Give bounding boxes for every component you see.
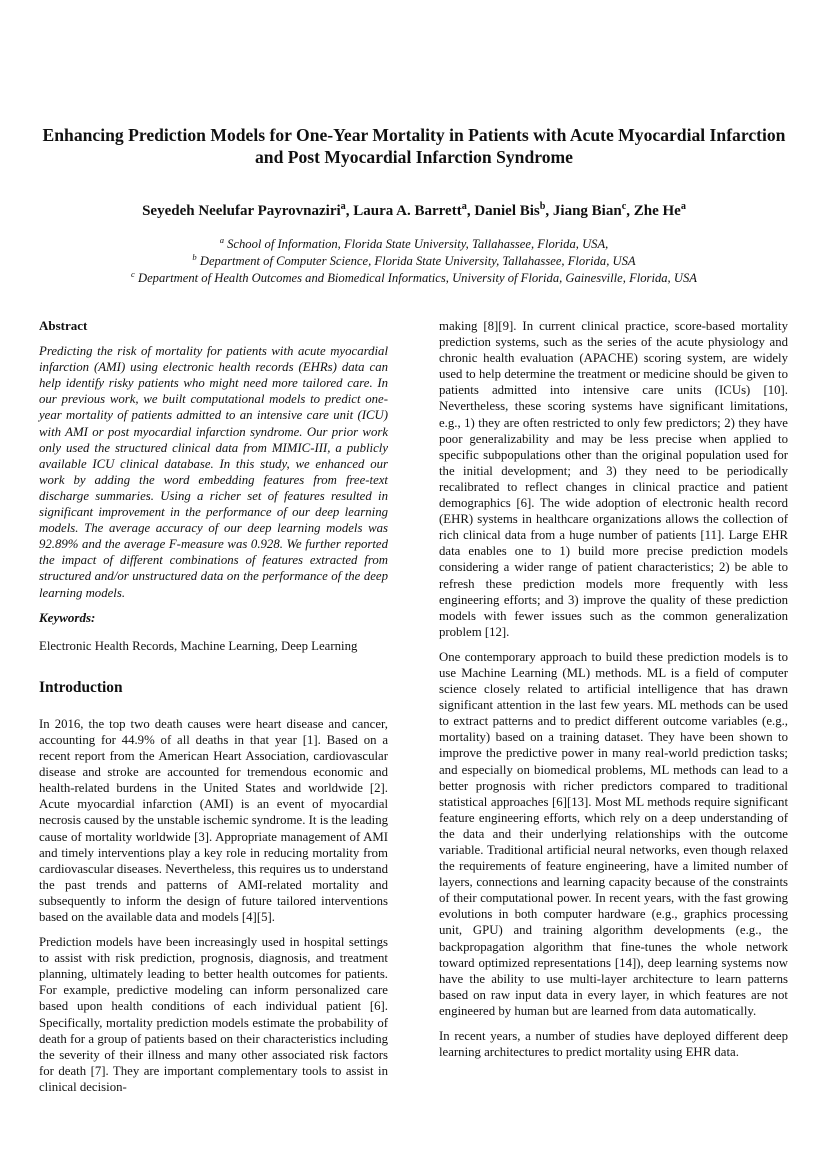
body-paragraph: In recent years, a number of studies have deployed different deep learning architectures to predict mortality using EHR data.: [439, 1029, 788, 1060]
abstract-text: Predicting the risk of mortality for patients with acute myocardial infarction (AMI) using electronic health records (EHRs) data can help identify risky patients who might need more tailored care. In our previous work, we built computational models to predict one-year mortality of patients admitted to an intensive care unit (ICU) with AMI or post myocardial infarction syndrome. Our prior work only used the structured clinical data from MIMIC-III, a publicly available ICU clinical database. In this study, we enhanced our work by adding the word embedding features from free-text discharge summaries. Using a richer set of features resulted in significant improvement in the performance of our deep learning models. The average accuracy of our deep learning models was 92.89% and the average F-measure was 0.928. We further reported the impact of different combinations of features extracted from structured and/or unstructured data on the performance of the deep learning models.: [39, 344, 388, 600]
abstract-heading: Abstract: [39, 318, 88, 333]
affiliations: [40, 236, 788, 287]
author: Daniel Bis$^b$,: [474, 201, 553, 219]
body-paragraph: making [8][9]. In current clinical practice, score-based mortality prediction systems, such as the series of the acute physiology and chronic health evaluation (APACHE) scoring system, are widely used to help determine the treatment or medicine should be given to patients admitted into intensive care units (ICUs) [10]. Nevertheless, these scoring systems have significant limitations, e.g., 1) they are often restricted to only few predictors; 2) they have poor generalizability and may be less precise when applied to specific subpopulations other than the original population used for the initial development; and 3) they need to be periodically recalibrated to reflect changes in clinical practice and patient demographics [6]. The wide adoption of electronic health record (EHR) systems in healthcare organizations allows the collection of rich clinical data from a huge number of patients [11]. Large EHR data enables one to 1) build more precise prediction models considering a wider range of patient characteristics; 2) be able to refresh these prediction models more frequently with less engineering efforts; and 3) improve the quality of these prediction models with fewer issues such as the common generalization problem [12].: [439, 319, 788, 639]
affiliation: $^b$ Department of Computer Science, Florida State University, Tallahassee, Florida, USA: [192, 251, 636, 268]
paper-title: Enhancing Prediction Models for One-Year Mortality in Patients with Acute Myocardial Infarction and Post Myocardial Infarction Syndrome: [42, 125, 786, 167]
keywords-heading: Keywords:: [39, 609, 96, 625]
affiliation: $^a$ School of Information, Florida State University, Tallahassee, Florida, USA,: [219, 234, 609, 251]
affiliation: $^c$ Department of Health Outcomes and Biomedical Informatics, University of Florida, Gainesville, Florida, USA: [131, 268, 697, 285]
keywords-text: Electronic Health Records, Machine Learning, Deep Learning: [39, 638, 358, 653]
author: Jiang Bian$^c$,: [552, 201, 634, 219]
left-column: [39, 318, 388, 1104]
body-paragraph: One contemporary approach to build these prediction models is to use Machine Learning (ML) methods. ML is a field of computer science closely related to artificial intelligence that has drawn significant attention in the last few years. ML methods can be used to extract patterns and to predict different outcome variables (e.g., mortality) based on a training dataset. They have been shown to improve the predictive power in many real-world prediction tasks; and especially on biomedical problems, ML methods can lead to a better prognosis with richer predictors compared to traditional statistical approaches [6][13]. Most ML methods require significant feature engineering efforts, which rely on a deep understanding of the data and their underlying relationships with the outcome variable. Traditional artificial neural networks, even though relaxed the requirements of feature engineering, have a limited number of layers, connections and learning capacity because of the constraints of their computational power. In recent years, with the fast growing evolutions in both computer hardware (e.g., graphics processing unit, GPU) and training algorithm developments (e.g., the backpropagation algorithm that fine-tunes the whole network toward optimized representations [14]), deep learning systems now have the ability to use multi-layer architecture to learn patterns based on raw input data in every layer, in which features are not engineered by human but are learned from data automatically.: [439, 649, 788, 1018]
author: Laura A. Barrett$^a$,: [353, 201, 475, 219]
intro-paragraph: Prediction models have been increasingly used in hospital settings to assist with risk prediction, prognosis, diagnosis, and treatment planning, ultimately leading to better health outcomes for patients. For example, predictive modeling can inform personalized care based upon health conditions of each individual patient [6]. Specifically, mortality prediction models estimate the probability of death for a group of patients based on their characteristics including the severity of their illness and many other associated risk factors for death [7]. They are important complementary tools to assist in clinical decision-: [39, 935, 388, 1094]
right-column: [439, 318, 788, 1069]
author-list: [40, 201, 788, 221]
intro-paragraph: In 2016, the top two death causes were heart disease and cancer, accounting for 44.9% of all deaths in that year [1]. Based on a recent report from the American Heart Association, cardiovascular disease and stroke are accounted for tremendous economic and health-related burdens in the United States and worldwide [2]. Acute myocardial infarction (AMI) is an event of myocardial necrosis caused by the unstable ischemic syndrome. It is the leading cause of mortality worldwide [3]. Appropriate management of AMI and timely interventions play a key role in reducing mortality from cardiovascular diseases. Nevertheless, this requires us to understand the past trends and patterns of AMI-related mortality and subsequently to inform the design of future tailored interventions based on the available data and models [4][5].: [39, 716, 388, 924]
author: Seyedeh Neelufar Payrovnaziri$^a$,: [142, 201, 354, 219]
introduction-heading: Introduction: [39, 678, 123, 696]
author: Zhe He$^a$: [633, 201, 686, 219]
